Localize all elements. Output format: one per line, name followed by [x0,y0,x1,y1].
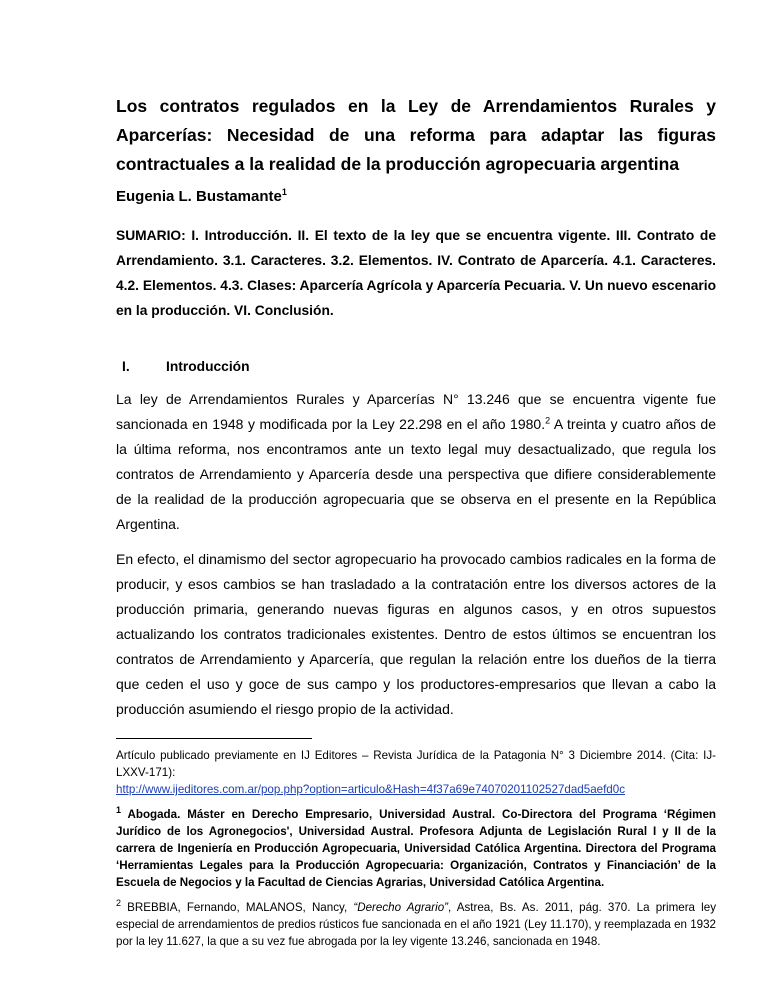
footnote-2-text-b: , Astrea, Bs. As. 2011, pág. 370. La primera ley especial de arrendamientos de predios rústicos fue sancionada en el año 1921 (Ley 11.170), y reemplazada en 1932 por la ley 11.627, la que a su vez fue abrogada por la ley vigente 13.246, sancionada en 1948. [116,901,716,948]
paragraph-1-text-a: La ley de Arrendamientos Rurales y Aparcerías N° 13.246 que se encuentra vigente fue sancionada en 1948 y modificada por la Ley 22.298 en el año 1980. [116,391,716,432]
footnote-0 [116,747,716,798]
paragraph-1-text-b: A treinta y cuatro años de la última reforma, nos encontramos ante un texto legal muy desactualizado, que regula los contratos de Arrendamiento y Aparcería desde una perspectiva que difiere considerablemente de la realidad de la producción agropecuaria que se observa en el presente en la República Argentina. [116,416,716,532]
section-heading [116,357,716,377]
footnote-ref-1[interactable]: 1 [281,187,287,197]
footnote-0-text: Artículo publicado previamente en IJ Editores – Revista Jurídica de la Patagonia N° 3 Diciembre 2014. (Cita: IJ-LXXV-171): [116,749,716,779]
section-title: Introducción [166,359,250,374]
footnote-1-text: Abogada. Máster en Derecho Empresario, Universidad Austral. Co-Directora del Programa ‘Régimen Jurídico de los Agronegocios', Universidad Austral. Profesora Adjunta de Legislación Rural I y II de la carrera de Ingeniería en Producción Agropecuaria, Universidad Católica Argentina. Directora del Programa ‘Herramientas Legales para la Producción Agropecuaria: Organización, Contratos y Financiación’ de la Escuela de Negocios y la Facultad de Ciencias Agrarias, Universidad Católica Argentina. [116,808,716,889]
author-line [116,187,716,207]
footnote-2-marker: 2 [116,898,122,909]
paragraph-2: En efecto, el dinamismo del sector agropecuario ha provocado cambios radicales en la forma de producir, y esos cambios se han trasladado a la contratación entre los diversos actores de la producción primaria, generando nuevas figuras en algunos casos, y en otros supuestos actualizando los contratos tradicionales existentes. Dentro de estos últimos se encuentran los contratos de Arrendamiento y Aparcería, que regulan la relación entre los dueños de la tierra que ceden el uso y goce de sus campo y los productores-empresarios que llevan a cabo la producción asumiendo el riesgo propio de la actividad. [116,551,716,717]
article-title: Los contratos regulados en la Ley de Arrendamientos Rurales y Aparcerías: Necesidad de una reforma para adaptar las figuras contractuales a la realidad de la producción agropecuaria argentina [116,96,716,174]
footnote-1-marker: 1 [116,805,122,816]
footnote-2 [116,899,716,950]
paragraph-1 [116,387,716,537]
footnote-0-link[interactable]: http://www.ijeditores.com.ar/pop.php?option=articulo&Hash=4f37a69e74070201102527dad5aefd0c [116,783,625,796]
section-number: I. [122,359,130,374]
footnote-2-text-a: BREBBIA, Fernando, MALANOS, Nancy, [121,901,354,914]
footnote-1 [116,806,716,891]
footnote-separator [116,738,312,739]
footnote-ref-2[interactable]: 2 [545,415,551,426]
footnote-2-italic: “Derecho Agrario” [353,901,448,914]
document-page [116,92,716,958]
author-name: Eugenia L. Bustamante [116,188,282,205]
summary: SUMARIO: I. Introducción. II. El texto de la ley que se encuentra vigente. III. Contrato de Arrendamiento. 3.1. Caracteres. 3.2. Elementos. IV. Contrato de Aparcería. 4.1. Caracteres. 4.2. Elementos. 4.3. Clases: Aparcería Agrícola y Aparcería Pecuaria. V. Un nuevo escenario en la producción. VI. Conclusión. [116,228,716,318]
